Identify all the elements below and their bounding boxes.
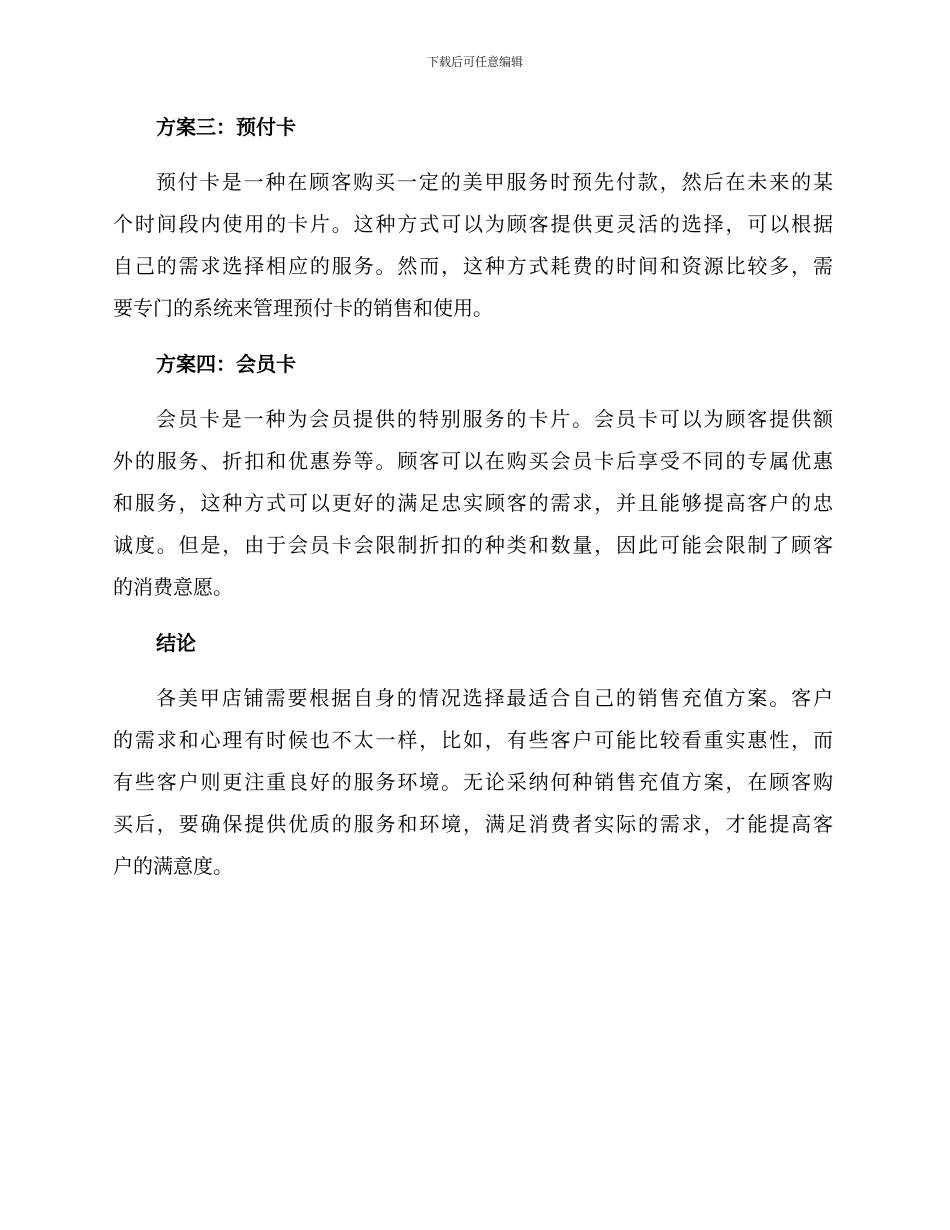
paragraph-line: 买后，要确保提供优质的服务和环境，满足消费者实际的需求，才能提高客 [113, 812, 833, 836]
section-paragraph-conclusion [113, 677, 833, 887]
paragraph-line: 户的满意度。 [113, 854, 233, 878]
section-heading-prepaid-card: 方案三：预付卡 [156, 115, 296, 139]
paragraph-line: 会员卡是一种为会员提供的特别服务的卡片。会员卡可以为顾客提供额 [156, 407, 833, 431]
paragraph-line: 有些客户则更注重良好的服务环境。无论采纳何种销售充值方案，在顾客购 [113, 770, 833, 794]
paragraph-line: 的需求和心理有时候也不太一样，比如，有些客户可能比较看重实惠性，而 [113, 728, 833, 752]
document-body [113, 106, 833, 887]
section-paragraph-member-card [113, 398, 833, 608]
paragraph-line: 自己的需求选择相应的服务。然而，这种方式耗费的时间和资源比较多，需 [113, 254, 833, 278]
section-heading-member-card: 方案四：会员卡 [156, 352, 296, 376]
paragraph-line: 的消费意愿。 [113, 575, 233, 599]
paragraph-line: 预付卡是一种在顾客购买一定的美甲服务时预先付款，然后在未来的某 [156, 170, 833, 194]
paragraph-line: 要专门的系统来管理预付卡的销售和使用。 [113, 296, 493, 320]
section-paragraph-prepaid-card [113, 161, 833, 329]
paragraph-line: 诚度。但是，由于会员卡会限制折扣的种类和数量，因此可能会限制了顾客 [113, 533, 833, 557]
paragraph-line: 外的服务、折扣和优惠券等。顾客可以在购买会员卡后享受不同的专属优惠 [113, 449, 833, 473]
section-heading-conclusion: 结论 [156, 631, 196, 655]
paragraph-line: 各美甲店铺需要根据自身的情况选择最适合自己的销售充值方案。客户 [156, 686, 833, 710]
paragraph-line: 和服务，这种方式可以更好的满足忠实顾客的需求，并且能够提高客户的忠 [113, 491, 833, 515]
paragraph-line: 个时间段内使用的卡片。这种方式可以为顾客提供更灵活的选择，可以根据 [113, 212, 833, 236]
header-note: 下载后可任意编辑 [426, 55, 523, 69]
